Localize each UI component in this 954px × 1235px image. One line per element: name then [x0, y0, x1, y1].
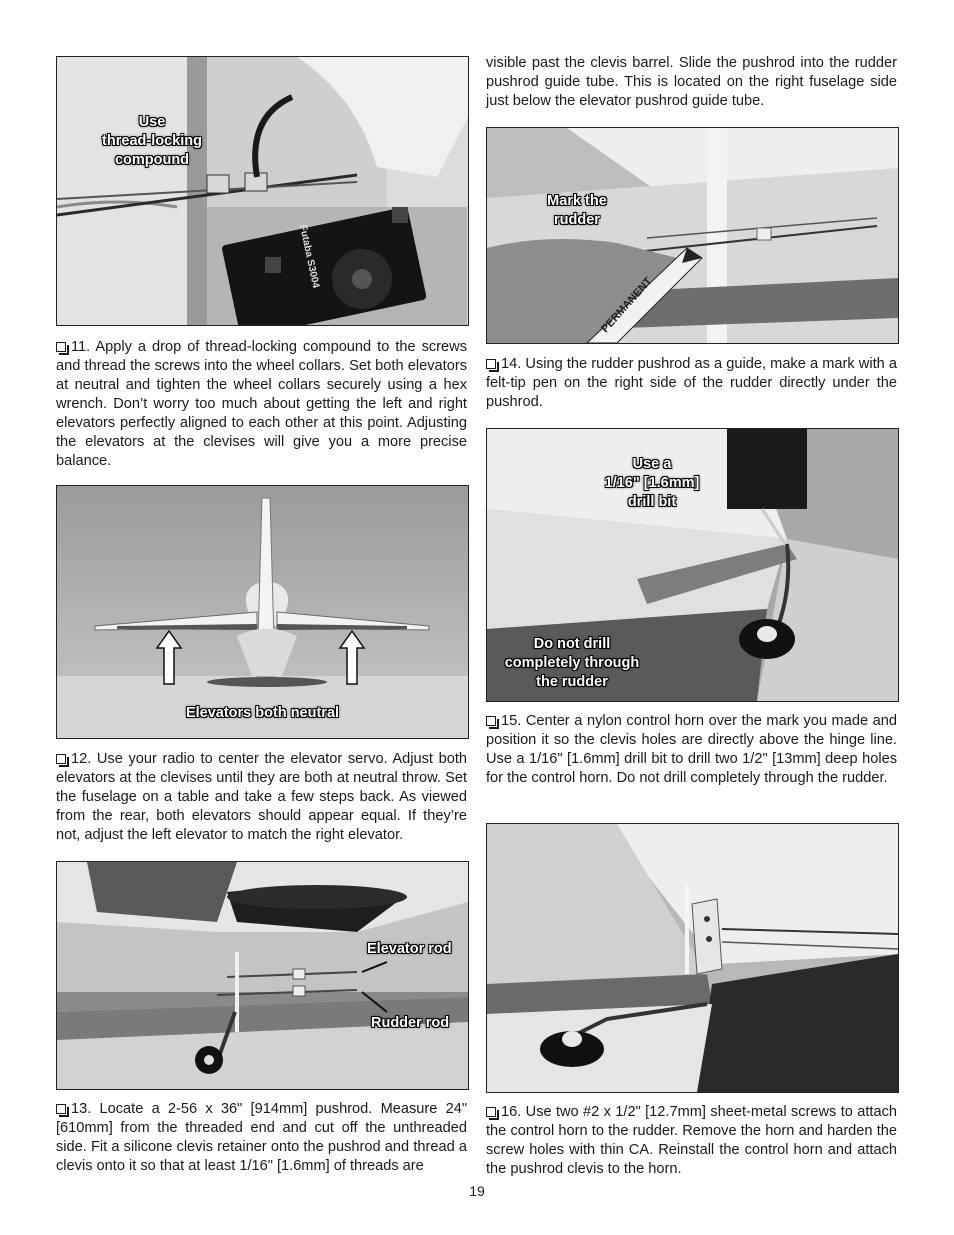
- label-mark-rudder: Mark the rudder: [547, 193, 607, 228]
- step-13: [56, 1100, 467, 1176]
- step-13-checkbox[interactable]: [56, 1104, 66, 1114]
- pen-label: PERMANENT: [599, 275, 655, 336]
- step-13-text: 13. Locate a 2-56 x 36" [914mm] pushrod. Measure 24" [610mm] from the threaded end and cut off the unthreaded side. Fit a silicone clevis retainer onto the pushrod and thread a clevis onto it so that at least 1/16" [1.6mm] of threads are: [56, 1101, 467, 1174]
- step-11: [56, 338, 467, 471]
- servo-model: S3004: [304, 258, 322, 290]
- label-do-not-drill: Do not drill completely through the rudder: [504, 636, 640, 690]
- step-12: [56, 750, 467, 845]
- photo-elevators-neutral: [56, 485, 469, 739]
- step-16-text: 16. Use two #2 x 1/2" [12.7mm] sheet-metal screws to attach the control horn to the rudder. Remove the horn and harden the screw holes with thin CA. Reinstall the control horn and attach the pushrod clevis to the horn.: [486, 1104, 897, 1177]
- photo-mark-rudder: [486, 127, 899, 344]
- step-15-text: 15. Center a nylon control horn over the mark you made and position it so the clevis holes are directly above the hinge line. Use a 1/16" [1.6mm] drill bit to drill two 1/2" [13mm] deep holes for the control horn. Do not drill completely through the rudder.: [486, 713, 897, 786]
- step-15: [486, 712, 897, 788]
- page-number: 19: [469, 1183, 485, 1199]
- step-15-checkbox[interactable]: [486, 716, 496, 726]
- servo-illustration: [57, 57, 468, 325]
- step-12-text: 12. Use your radio to center the elevator servo. Adjust both elevators at the clevises until they are both at neutral throw. Set the fuselage on a table and take a few steps back. As viewed from the rear, both elevators should appear equal. If they’re not, adjust the left elevator to match the right elevator.: [56, 751, 467, 843]
- step-12-checkbox[interactable]: [56, 754, 66, 764]
- control-horn-illustration: [487, 824, 898, 1092]
- step-11-checkbox[interactable]: [56, 342, 66, 352]
- label-rudder-rod: Rudder rod: [371, 1015, 450, 1031]
- step-16: [486, 1103, 897, 1179]
- label-thread-locking: Use thread-locking compound: [102, 114, 202, 168]
- step-16-checkbox[interactable]: [486, 1107, 496, 1117]
- servo-brand: Futaba: [296, 223, 315, 259]
- pushrods-illustration: [57, 862, 468, 1089]
- label-drill-bit: Use a 1/16" [1.6mm] drill bit: [604, 456, 700, 510]
- step-13-continued: visible past the clevis barrel. Slide the pushrod into the rudder pushrod guide tube. This is located on the right fuselage side just below the elevator pushrod guide tube.: [486, 55, 897, 109]
- label-elevators-neutral: Elevators both neutral: [185, 705, 340, 721]
- step-14-checkbox[interactable]: [486, 359, 496, 369]
- photo-control-horn: [486, 823, 899, 1093]
- tail-rear-illustration: [57, 486, 468, 738]
- mark-rudder-illustration: [487, 128, 898, 343]
- photo-drill-rudder: [486, 428, 899, 702]
- step-14-text: 14. Using the rudder pushrod as a guide, make a mark with a felt-tip pen on the right side of the rudder directly under the pushrod.: [486, 356, 897, 410]
- photo-servo-wheel-collars: [56, 56, 469, 326]
- photo-pushrods: [56, 861, 469, 1090]
- step-14: [486, 355, 897, 412]
- label-elevator-rod: Elevator rod: [367, 941, 452, 957]
- step-11-text: 11. Apply a drop of thread-locking compound to the screws and thread the screws into the wheel collars. Set both elevators at neutral and tighten the wheel collars securely using a hex wrench. Don’t worry too much about getting the left and right elevators perfectly aligned to each other at this point. Adjusting the elevators at the clevises will give you a more precise balance.: [56, 339, 467, 469]
